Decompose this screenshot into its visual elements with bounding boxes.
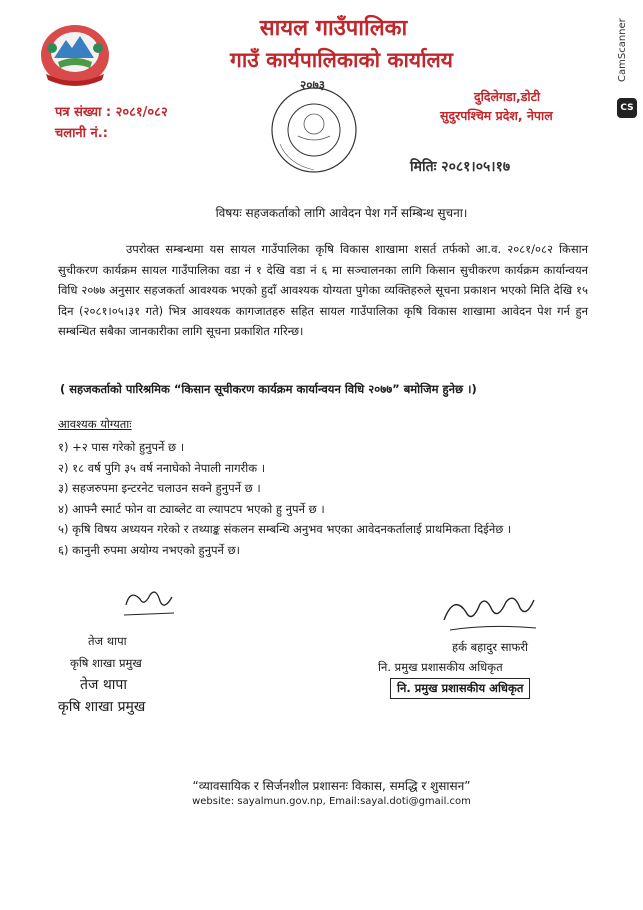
right-signature <box>440 590 540 636</box>
right-official-stamp: नि. प्रमुख प्रशासकीय अधिकृत <box>390 678 530 699</box>
address-line2: सुदुरपश्चिम प्रदेश, नेपाल <box>440 108 553 123</box>
dispatch-number: चलानी नं.: <box>55 126 108 141</box>
qualifications-list <box>58 437 598 560</box>
office-title-line2: गाउँ कार्यपालिकाको कार्यालय <box>230 48 453 72</box>
qualification-item: १) +२ पास गरेको हुनुपर्ने छ । <box>58 440 185 454</box>
letter-reference-number: पत्र संख्या : २०८१/०८२ <box>55 105 168 120</box>
qualification-item: ४) आफ्नै स्मार्ट फोन वा ट्याब्लेट वा ल्यापटप भएको हु नुपर्ने छ । <box>58 501 325 516</box>
qualification-item: ६) कानुनी रुपमा अयोग्य नभएको हुनुपर्ने छ। <box>58 542 241 557</box>
left-signatory-designation: कृषि शाखा प्रमुख <box>70 656 142 670</box>
body-paragraph: उपरोक्त सम्बन्धमा यस सायल गाउँपालिका कृषि विकास शाखामा शसर्त तर्फको आ.व. २०८१/०८२ किसान सुचीकरण कार्यक्रम सायल गाउँपालिका वडा नं १ देखि वडा नं ६ मा सञ्चालनका लागि किसान सुचीकरण कार्यक्रम कार्यान्वयन विधि २०७७ अनुसार सहजकर्ता आवश्यक भएको हुदाँ आवश्यक योग्यता पुगेका व्यक्तिहरुले सूचना प्रकाशन भएको मिति देखि १५ दिन (२०८१।०५।३१ गते) भित्र आवश्यक कागजातहरु सहित सायल गाउँपालिका कृषि विकास शाखामा आवेदन पेश गर्न हुन सम्बन्धित सबैका जानकारीका लागि सूचना प्रकाशित गरिन्छ। <box>58 242 588 338</box>
office-title-line1: सायल गाउँपालिका <box>259 16 408 41</box>
left-stamp-name: तेज थापा <box>80 677 127 693</box>
left-signatory-name: तेज थापा <box>88 634 127 648</box>
right-signatory-name: हर्क बहादुर साफरी <box>452 640 529 654</box>
left-signature <box>120 585 178 621</box>
establishment-year: २०७३ <box>300 78 325 92</box>
subject-line: विषयः सहजकर्ताको लागि आवेदन पेश गर्ने सम्बिन्ध सुचना। <box>215 206 468 220</box>
footer-contact: website: sayalmun.gov.np, Email:sayal.doti@gmail.com <box>192 796 471 807</box>
right-signatory-designation: नि. प्रमुख प्रशासकीय अधिकृत <box>378 660 503 674</box>
qualification-item: ५) कृषि विषय अध्ययन गरेको र तथ्याङ्क संकलन सम्बन्धि अनुभव भएका आवेदनकर्तालाई प्राथमिकता दिईनेछ । <box>58 522 512 536</box>
office-round-stamp <box>268 84 360 176</box>
camscanner-icon: CS <box>617 98 637 118</box>
qualifications-heading: आवश्यक योग्यताः <box>58 417 132 431</box>
left-stamp-designation: कृषि शाखा प्रमुख <box>58 699 146 715</box>
camscanner-watermark <box>611 0 643 150</box>
footer-motto: “व्यावसायिक र सिर्जनशील प्रशासनः विकास, समद्धि र शुसासन” <box>192 779 471 793</box>
camscanner-label: CamScanner <box>617 18 628 82</box>
qualification-item: २) १८ वर्ष पुगि ३५ वर्ष ननाघेको नेपाली नागरीक । <box>58 460 266 475</box>
address-line1: दुदिलेगडा,डोटी <box>474 89 541 104</box>
remuneration-note: ( सहजकर्ताको पारिश्रमिक “किसान सूचीकरण कार्यक्रम कार्यान्वयन विधि २०७७” बमोजिम हुनेछ ।) <box>60 382 477 396</box>
qualification-item: ३) सहजरुपमा इन्टरनेट चलाउन सक्ने हुनुपर्ने छ । <box>58 481 261 495</box>
letter-date: मितिः २०८१।०५।१७ <box>410 159 511 175</box>
